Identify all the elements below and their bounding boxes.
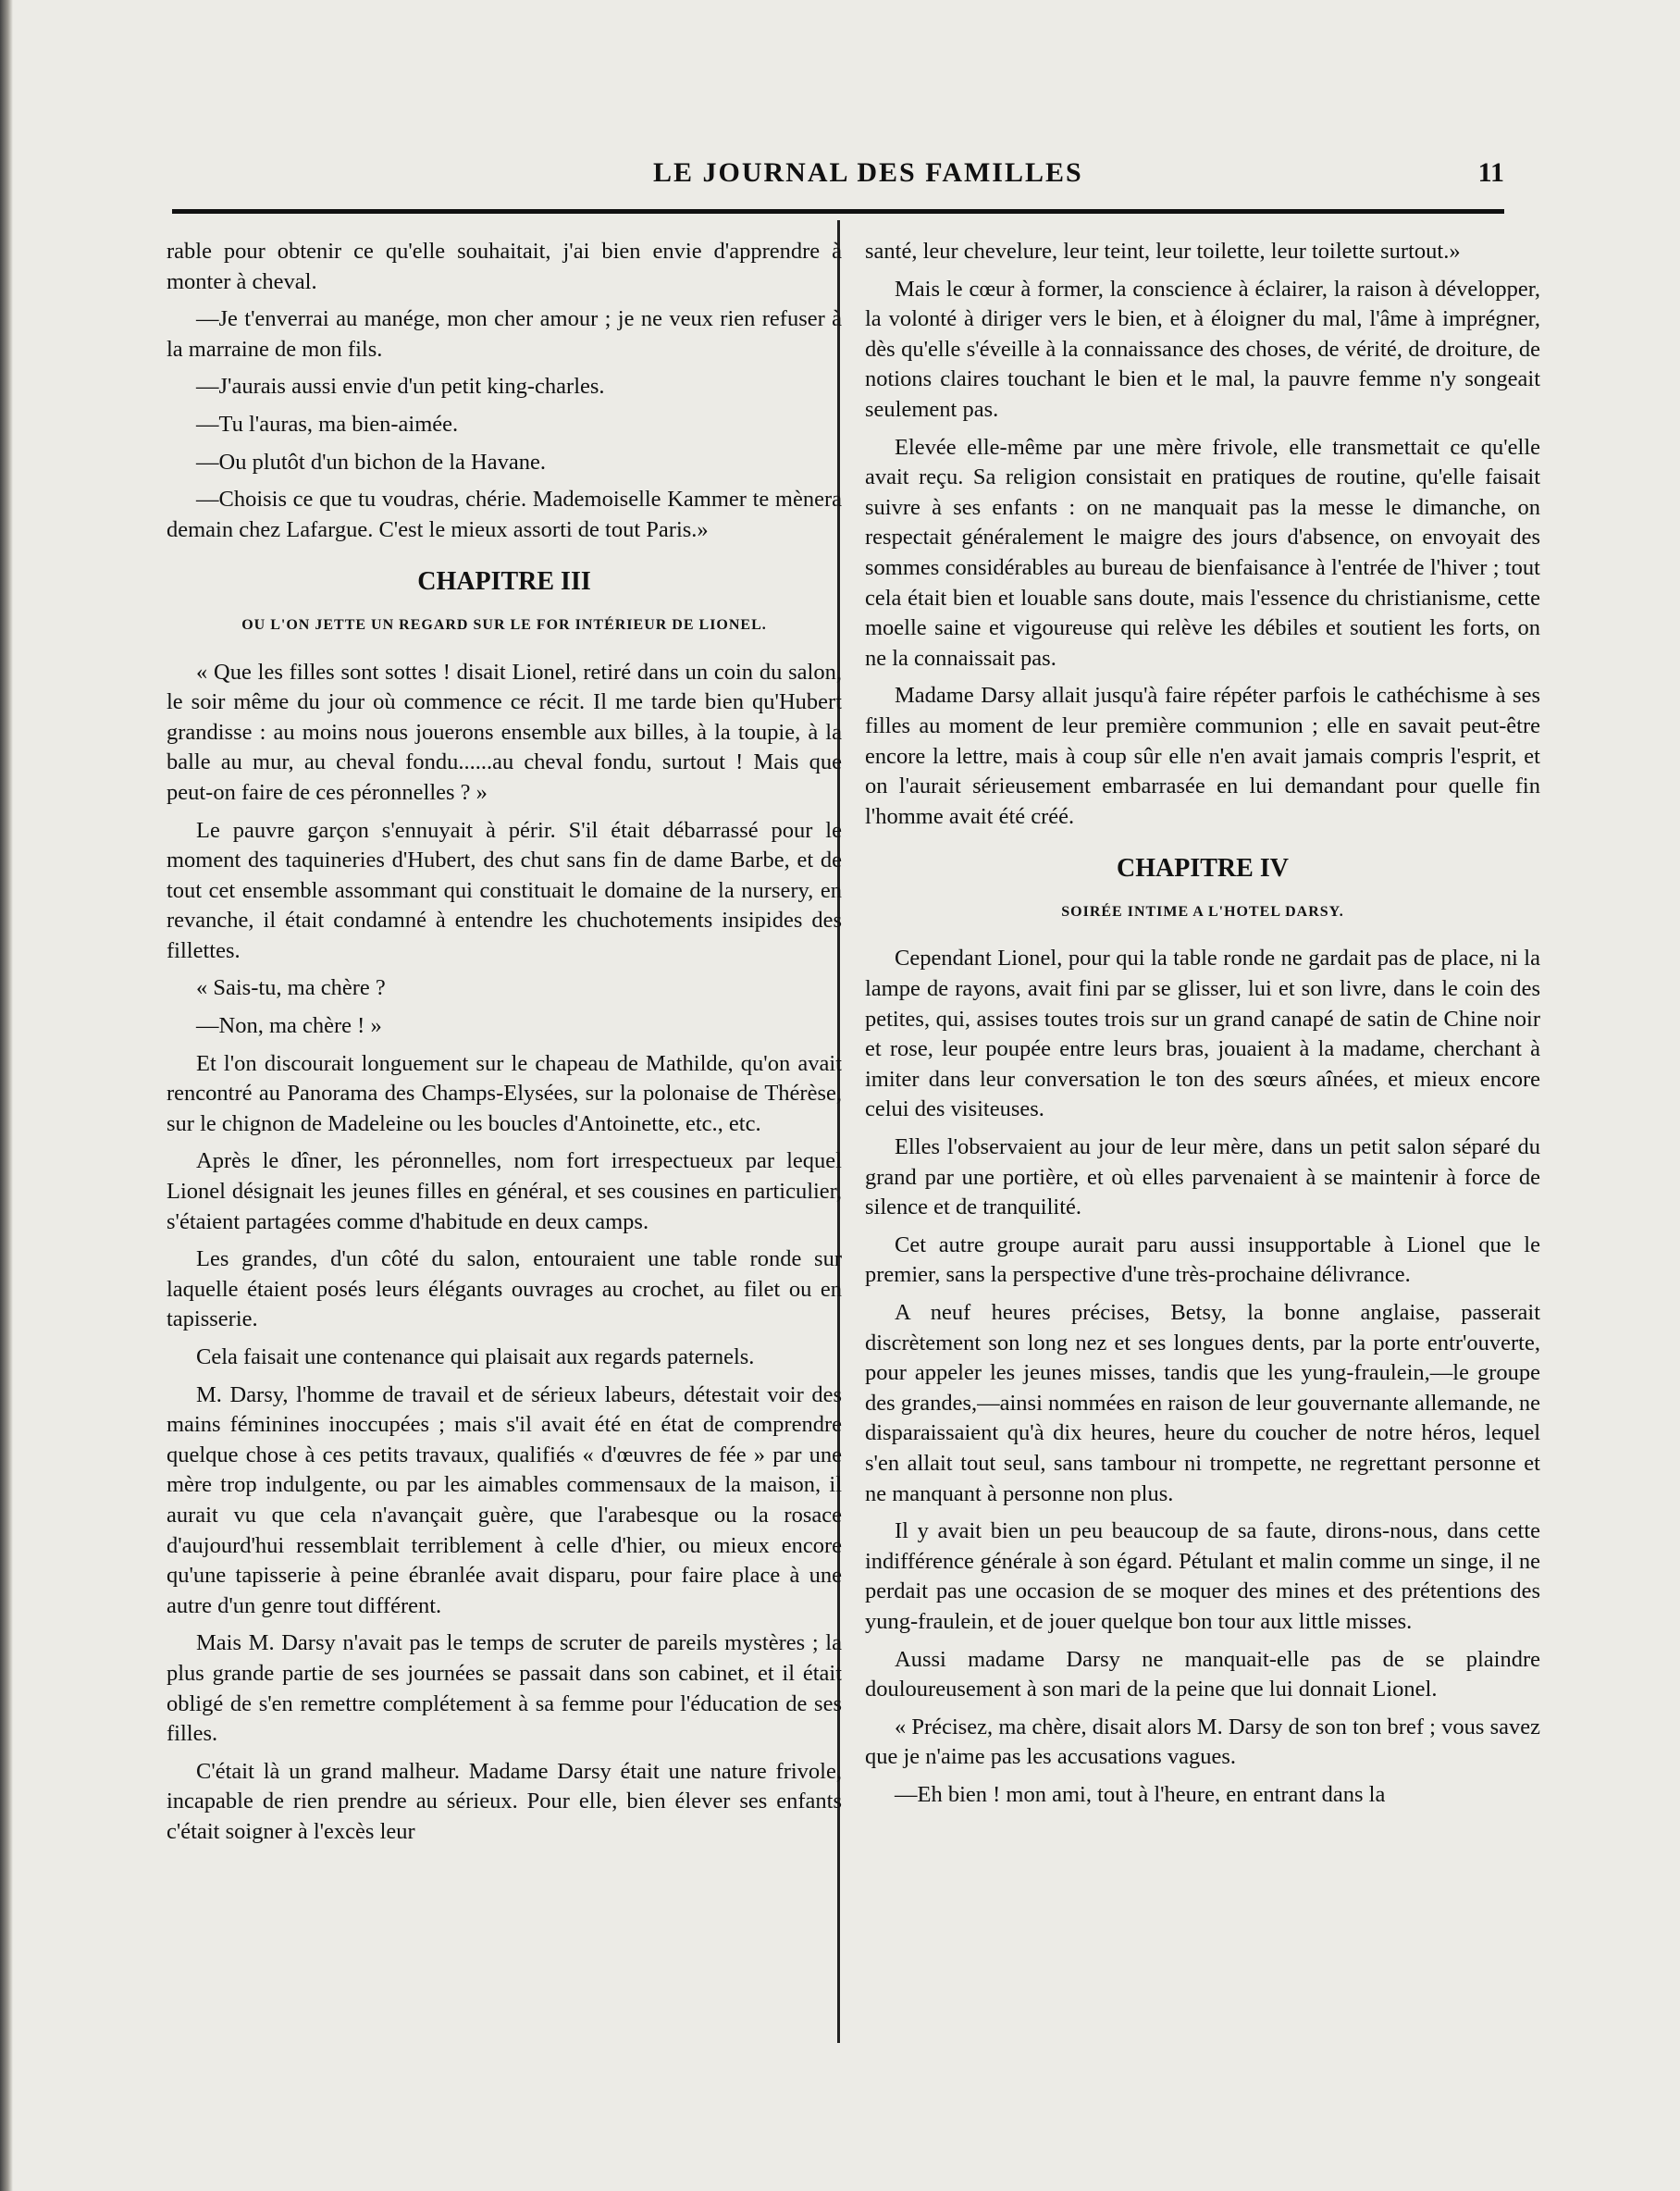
paragraph: —Tu l'auras, ma bien-aimée. xyxy=(196,411,459,437)
paragraph: Elles l'observaient au jour de leur mère, dans un petit salon séparé du grand par une portière, et où elles parvenaient à se maintenir à force de silence et de tranquilité. xyxy=(865,1134,1540,1220)
paragraph: Cet autre groupe aurait paru aussi insupportable à Lionel que le premier, sans la perspective d'une très-prochaine délivrance. xyxy=(865,1232,1540,1288)
paragraph: —Non, ma chère ! » xyxy=(196,1013,382,1039)
page-header xyxy=(172,157,1504,204)
paragraph: A neuf heures précises, Betsy, la bonne anglaise, passerait discrètement son long nez et ses longues dents, par la porte entr'ouverte, pour appeler les jeunes misses, tandis que les yung-fraulein,—le groupe des grandes,—ainsi nommées en raison de leur gouvernante allemande, ne disparaissaient qu'à dix heures, heure du coucher de notre héros, lequel s'en allait tout seul, sans tambour ni trompette, ne regrettant personne et ne manquant à personne non plus. xyxy=(865,1300,1540,1506)
chapter-title: CHAPITRE IV xyxy=(1117,854,1289,884)
paragraph: Aussi madame Darsy ne manquait-elle pas de se plaindre douloureusement à son mari de la peine que lui donnait Lionel. xyxy=(865,1646,1540,1702)
paragraph: M. Darsy, l'homme de travail et de sérieux labeurs, détestait voir des mains féminines inoccupées ; mais s'il avait été en état de comprendre quelque chose à ces petits travaux, qualifiés « d'œuvres de fée » par une mère trop indulgente, ou par les aimables commensaux de la maison, il aurait vu que cela n'avançait guère, que l'arabesque ou la rosace d'aujourd'hui ressemblait terriblement à celle d'hier, ou mieux encore qu'une tapisserie à peine ébranlée avait disparu, pour faire place à une autre d'un genre tout différent. xyxy=(167,1381,842,1618)
paragraph: « Précisez, ma chère, disait alors M. Darsy de son ton bref ; vous savez que je n'aime pas les accusations vagues. xyxy=(865,1714,1540,1770)
paragraph: Cela faisait une contenance qui plaisait aux regards paternels. xyxy=(196,1344,755,1369)
paragraph: Les grandes, d'un côté du salon, entouraient une table ronde sur laquelle étaient posés leurs élégants ouvrages au crochet, au filet ou en tapisserie. xyxy=(167,1246,842,1332)
paragraph: santé, leur chevelure, leur teint, leur toilette, leur toilette surtout.» xyxy=(865,239,1461,264)
chapter-title: CHAPITRE III xyxy=(417,567,591,597)
paragraph: « Sais-tu, ma chère ? xyxy=(196,975,386,1001)
paragraph: —Je t'enverrai au manége, mon cher amour ; je ne veux rien refuser à la marraine de mon fils. xyxy=(167,306,842,362)
page-number: 11 xyxy=(1477,157,1504,188)
paragraph: rable pour obtenir ce qu'elle souhaitait, j'ai bien envie d'apprendre à monter à cheval. xyxy=(167,239,842,294)
paragraph: Mais le cœur à former, la conscience à éclairer, la raison à développer, la volonté à diriger vers le bien, et à éloigner du mal, l'âme à imprégner, dès qu'elle s'éveille à la connaissance des choses, de vérité, de droiture, de notions claires touchant le bien et le mal, la pauvre femme n'y songeait seulement pas. xyxy=(865,276,1540,422)
paragraph: Cependant Lionel, pour qui la table ronde ne gardait pas de place, ni la lampe de rayons, avait fini par se glisser, lui et son livre, dans le coin des petites, qui, assises toutes trois sur un grand canapé de satin de Chine noir et rose, leur poupée entre leurs bras, jouaient à la madame, cherchant à imiter dans leur conversation le ton des sœurs aînées, et mieux encore celui des visiteuses. xyxy=(865,946,1540,1122)
paragraph: —Eh bien ! mon ami, tout à l'heure, en entrant dans la xyxy=(895,1781,1386,1807)
left-column xyxy=(167,237,842,1855)
paragraph: C'était là un grand malheur. Madame Darsy était une nature frivole, incapable de rien prendre au sérieux. Pour elle, bien élever ses enfants c'était soigner à l'excès leur xyxy=(167,1758,842,1844)
header-rule xyxy=(172,209,1504,214)
paragraph: Elevée elle-même par une mère frivole, elle transmettait ce qu'elle avait reçu. Sa religion consistait en pratiques de routine, qu'elle faisait suivre à ses enfants : on ne manquait pas la messe le dimanche, on respectait généralement le maigre des jours d'absence, on envoyait des sommes considérables au bureau de bienfaisance à l'entrée de l'hiver ; tout cela était bien et louable sans doute, mais l'essence du christianisme, cette moelle saine et vigoureuse qui relève les débiles et soutient les forts, on ne la connaissait pas. xyxy=(865,434,1540,671)
paragraph: Après le dîner, les péronnelles, nom fort irrespectueux par lequel Lionel désignait les jeunes filles en général, et ses cousines en particulier, s'étaient partagées comme d'habitude en deux camps. xyxy=(167,1148,842,1234)
paragraph: Il y avait bien un peu beaucoup de sa faute, dirons-nous, dans cette indifférence générale à son égard. Pétulant et malin comme un singe, il ne perdait pas une occasion de se moquer des mines et des prétentions des yung-fraulein, et de jouer quelque bon tour aux little misses. xyxy=(865,1518,1540,1634)
paragraph: Et l'on discourait longuement sur le chapeau de Mathilde, qu'on avait rencontré au Panorama des Champs-Elysées, sur la polonaise de Thérèse, sur le chignon de Madeleine ou les boucles d'Antoinette, etc., etc. xyxy=(167,1050,842,1136)
paragraph: —Ou plutôt d'un bichon de la Havane. xyxy=(196,449,546,475)
paragraph: —Choisis ce que tu voudras, chérie. Mademoiselle Kammer te mènera demain chez Lafargue. C'est le mieux assorti de tout Paris.» xyxy=(167,487,842,542)
paragraph: « Que les filles sont sottes ! disait Lionel, retiré dans un coin du salon, le soir même du jour où commence ce récit. Il me tarde bien qu'Hubert grandisse : au moins nous jouerons ensemble aux billes, à la toupie, à la balle au mur, au cheval fondu......au cheval fondu, surtout ! Mais que peut-on faire de ces péronnelles ? » xyxy=(167,659,842,805)
chapter-subtitle: OU L'ON JETTE UN REGARD SUR LE FOR INTÉRIEUR DE LIONEL. xyxy=(241,616,767,633)
page-edge-shadow xyxy=(0,0,13,2191)
paragraph: Mais M. Darsy n'avait pas le temps de scruter de pareils mystères ; la plus grande partie de ses journées se passait dans son cabinet, et il était obligé de s'en remettre complétement à sa femme pour l'éducation de ses filles. xyxy=(167,1630,842,1747)
right-column xyxy=(865,237,1540,1818)
chapter-subtitle: SOIRÉE INTIME A L'HOTEL DARSY. xyxy=(1061,903,1344,920)
paragraph: —J'aurais aussi envie d'un petit king-charles. xyxy=(196,374,605,400)
paragraph: Le pauvre garçon s'ennuyait à périr. S'il était débarrassé pour le moment des taquineries d'Hubert, des chut sans fin de dame Barbe, et de tout cet ensemble assommant qui constituait le domaine de la nursery, en revanche, il était condamné à entendre les chuchotements insipides des fillettes. xyxy=(167,817,842,963)
paragraph: Madame Darsy allait jusqu'à faire répéter parfois le cathéchisme à ses filles au moment de leur première communion ; elle en savait peut-être encore la lettre, mais à coup sûr elle n'en avait jamais compris l'esprit, et on l'aurait sérieusement embarrasée en lui demandant pour quelle fin l'homme avait été créé. xyxy=(865,683,1540,829)
journal-title: LE JOURNAL DES FAMILLES xyxy=(653,157,1083,188)
